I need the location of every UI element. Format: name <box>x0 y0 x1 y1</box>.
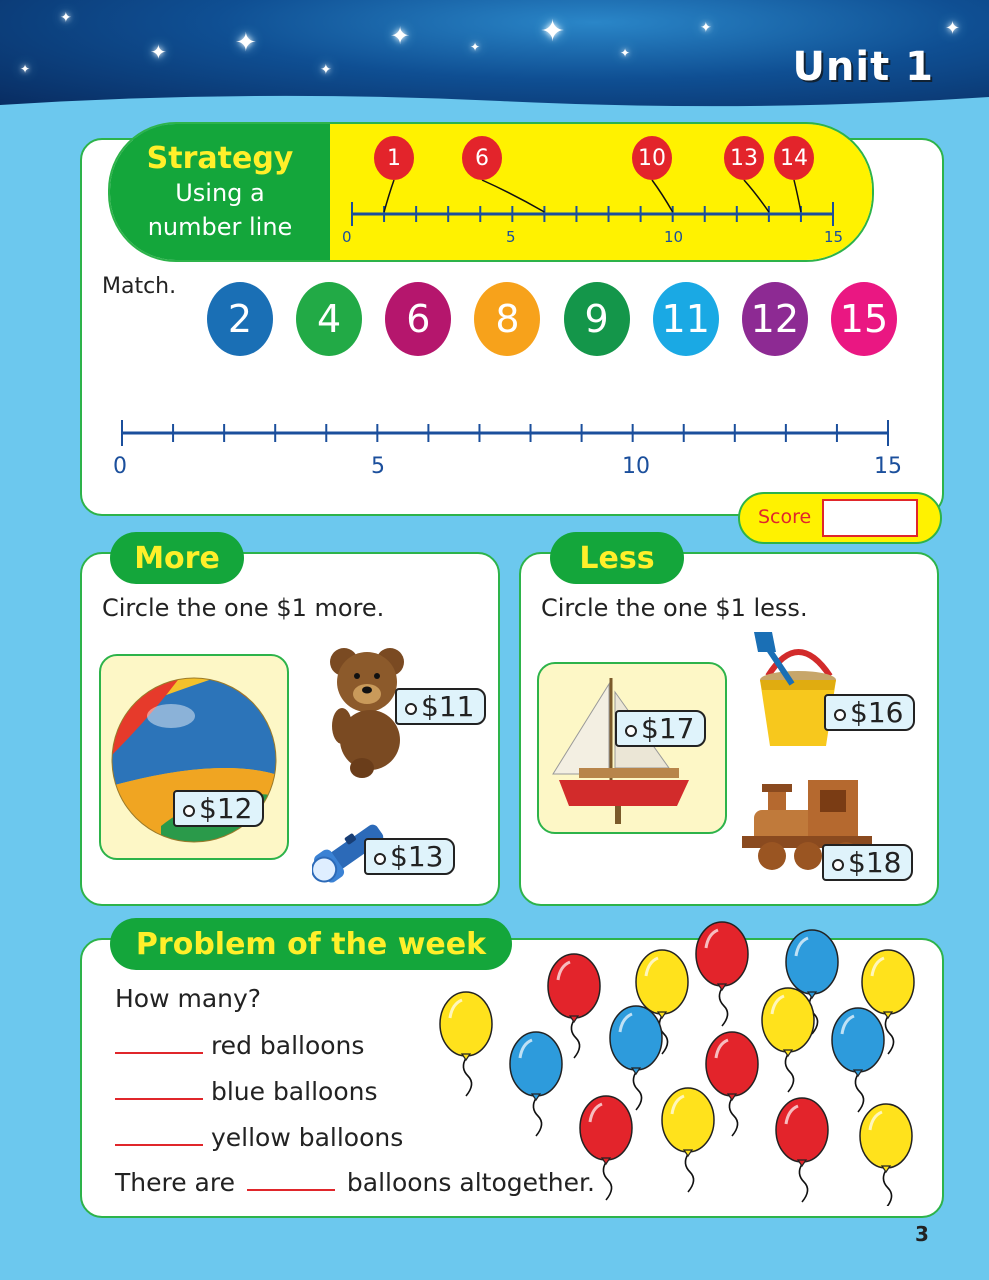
unit-title: Unit 1 <box>792 44 934 90</box>
strategy-balloon-1: 1 <box>374 136 414 180</box>
star-icon: ✦ <box>390 22 411 50</box>
yellow-balloon-icon <box>440 992 492 1096</box>
more-title: More <box>110 532 244 584</box>
match-axis-label-5: 5 <box>371 454 385 479</box>
match-number-9[interactable]: 9 <box>564 282 630 356</box>
yellow-line-label: yellow balloons <box>210 1123 404 1152</box>
match-number-line <box>110 414 900 454</box>
problem-blue-line <box>115 1076 377 1106</box>
match-number-15[interactable]: 15 <box>831 282 897 356</box>
strategy-title: Strategy <box>146 140 294 176</box>
yellow-balloon-icon <box>762 988 814 1092</box>
match-axis-label-15: 15 <box>874 454 902 479</box>
strategy-subtitle-2: number line <box>147 212 293 241</box>
strategy-axis-label-15: 15 <box>824 228 844 246</box>
total-sentence-end: balloons altogether. <box>346 1168 595 1197</box>
match-number-2[interactable]: 2 <box>207 282 273 356</box>
sailboat-icon <box>539 664 725 832</box>
star-icon: ✦ <box>700 20 712 36</box>
less-target-price-tag: $17 <box>615 710 706 747</box>
strategy-axis-label-5: 5 <box>506 228 516 246</box>
strategy-numberline-area <box>330 124 872 260</box>
balloon-cluster <box>430 916 930 1206</box>
strategy-axis-label-10: 10 <box>664 228 684 246</box>
strategy-balloon-6: 6 <box>462 136 502 180</box>
more-target-price-tag: $12 <box>173 790 264 827</box>
total-count-blank[interactable] <box>247 1167 335 1191</box>
problem-title: Problem of the week <box>110 918 512 970</box>
star-icon: ✦ <box>235 28 257 58</box>
star-icon: ✦ <box>470 40 481 54</box>
yellow-balloon-icon <box>662 1088 714 1192</box>
match-axis-label-0: 0 <box>113 454 127 479</box>
problem-yellow-line <box>115 1122 403 1152</box>
strategy-balloon-10: 10 <box>632 136 672 180</box>
match-number-8[interactable]: 8 <box>474 282 540 356</box>
yellow-count-blank[interactable] <box>115 1122 203 1146</box>
match-number-row <box>207 282 897 356</box>
blue-balloon-icon <box>510 1032 562 1136</box>
more-instruction: Circle the one $1 more. <box>102 594 385 622</box>
red-balloon-icon <box>580 1096 632 1200</box>
header-wave <box>0 87 989 112</box>
less-title: Less <box>550 532 684 584</box>
strategy-header <box>108 122 874 262</box>
strategy-balloon-14: 14 <box>774 136 814 180</box>
score-input[interactable] <box>822 499 918 537</box>
blue-balloon-icon <box>610 1006 662 1110</box>
score-label: Score <box>758 506 812 528</box>
balloon-string <box>794 180 801 212</box>
star-icon: ✦ <box>945 18 961 39</box>
strategy-axis-label-0: 0 <box>342 228 352 246</box>
blue-count-blank[interactable] <box>115 1076 203 1100</box>
less-instruction: Circle the one $1 less. <box>541 594 808 622</box>
score-box <box>738 492 942 544</box>
star-icon: ✦ <box>540 14 566 49</box>
red-count-blank[interactable] <box>115 1030 203 1054</box>
red-balloon-icon <box>696 922 748 1026</box>
star-icon: ✦ <box>20 62 31 76</box>
star-icon: ✦ <box>620 46 631 60</box>
total-sentence-start: There are <box>115 1168 235 1197</box>
blue-line-label: blue balloons <box>210 1077 378 1106</box>
balloon-string <box>744 180 769 212</box>
star-icon: ✦ <box>150 40 167 64</box>
page-number: 3 <box>915 1222 929 1246</box>
yellow-balloon-icon <box>860 1104 912 1206</box>
more-target-box <box>99 654 289 860</box>
strategy-label-box <box>110 124 330 260</box>
more-option-1-price-tag[interactable]: $11 <box>395 688 486 725</box>
match-instruction: Match. <box>102 274 177 299</box>
sand-bucket-icon[interactable] <box>748 628 848 750</box>
less-option-2-price-tag[interactable]: $18 <box>822 844 913 881</box>
balloon-string <box>652 180 673 212</box>
star-icon: ✦ <box>60 10 72 26</box>
match-number-6[interactable]: 6 <box>385 282 451 356</box>
more-option-2-price-tag[interactable]: $13 <box>364 838 455 875</box>
match-number-12[interactable]: 12 <box>742 282 808 356</box>
strategy-balloon-13: 13 <box>724 136 764 180</box>
match-number-4[interactable]: 4 <box>296 282 362 356</box>
red-balloon-icon <box>776 1098 828 1202</box>
problem-question: How many? <box>115 984 262 1013</box>
red-line-label: red balloons <box>210 1031 365 1060</box>
match-axis-label-10: 10 <box>622 454 650 479</box>
blue-balloon-icon <box>832 1008 884 1112</box>
match-number-11[interactable]: 11 <box>653 282 719 356</box>
less-option-1-price-tag[interactable]: $16 <box>824 694 915 731</box>
problem-red-line <box>115 1030 364 1060</box>
less-target-box <box>537 662 727 834</box>
strategy-subtitle-1: Using a <box>175 178 265 207</box>
balloon-string <box>384 180 394 212</box>
beach-ball-icon <box>101 656 287 858</box>
star-icon: ✦ <box>320 62 332 78</box>
